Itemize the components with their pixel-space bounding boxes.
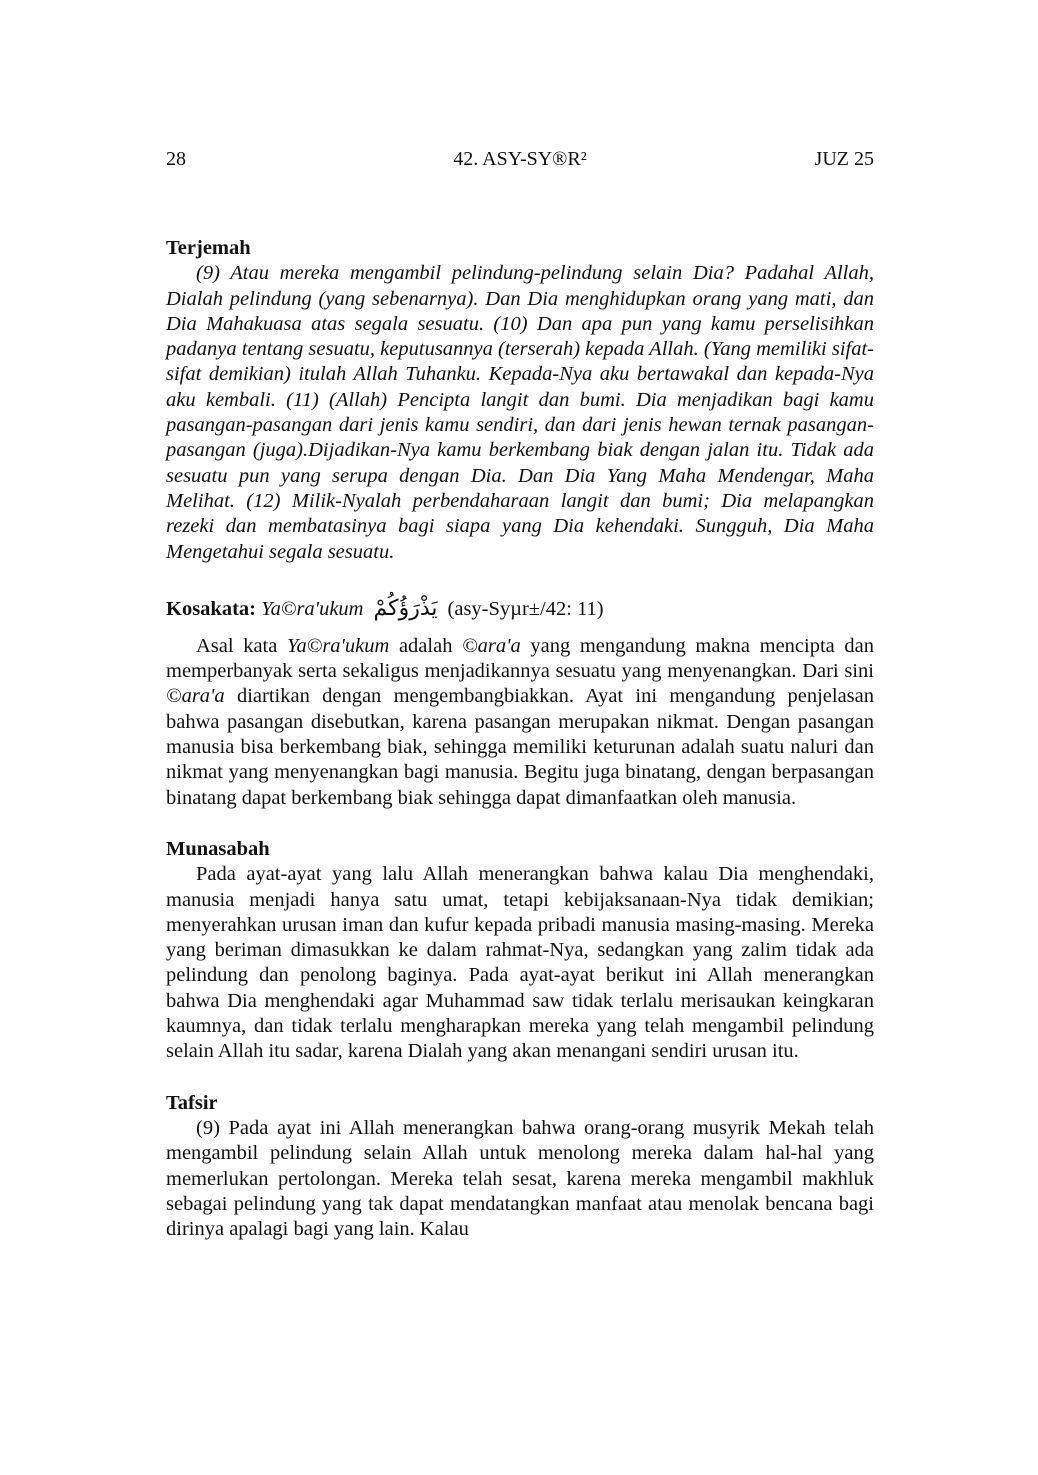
tafsir-section <box>166 1091 874 1243</box>
page-content <box>166 236 874 1242</box>
kosakata-text-part: adalah <box>389 634 463 657</box>
terjemah-text: (9) Atau mereka mengambil pelindung-pelindung selain Dia? Padahal Allah, Dialah pelindung (yang sebenarnya). Dan Dia menghidupkan orang yang mati, dan Dia Mahakuasa atas segala sesuatu. (10) Dan apa pun yang kamu perselisihkan padanya tentang sesuatu, keputusannya (terserah) kepada Allah. (Yang memiliki sifat-sifat demikian) itulah Allah Tuhanku. Kepada-Nya aku bertawakal dan kepada-Nya aku kembali. (11) (Allah) Pencipta langit dan bumi. Dia menjadikan bagi kamu pasangan-pasangan dari jenis kamu sendiri, dan dari jenis hewan ternak pasangan-pasangan (juga).Dijadikan-Nya kamu berkembang biak dengan jalan itu. Tidak ada sesuatu pun yang serupa dengan Dia. Dan Dia Yang Maha Mendengar, Maha Melihat. (12) Milik-Nyalah perbendaharaan langit dan bumi; Dia melapangkan rezeki dan membatasinya bagi siapa yang Dia kehendaki. Sungguh, Dia Maha Mengetahui segala sesuatu. <box>166 262 874 563</box>
terjemah-heading: Terjemah <box>166 237 251 259</box>
munasabah-heading: Munasabah <box>166 837 270 860</box>
kosakata-text-part: Asal kata <box>196 634 287 657</box>
chapter-title: 42. ASY-SY®R² <box>453 148 587 170</box>
kosakata-reference: (asy-Syµr±/42: 11) <box>447 597 604 620</box>
kosakata-term: Ya©ra'ukum <box>261 597 364 620</box>
kosakata-text-part: diartikan dengan mengembangbiakkan. Ayat ini mengandung penjelasan bahwa pasangan disebutkan, karena pasangan merupakan nikmat. Dengan pasangan manusia bisa berkembang biak, sehingga memiliki keturunan adalah suatu naluri dan nikmat yang menyenangkan bagi manusia. Begitu juga binatang, dengan berpasangan binatang dapat berkembang biak sehingga dapat dimanfaatkan oleh manusia. <box>166 685 874 809</box>
kosakata-arabic-word: يَذْرَؤُكُمْ <box>373 595 438 621</box>
kosakata-heading: Kosakata: <box>166 597 256 620</box>
juz-label: JUZ 25 <box>814 148 874 170</box>
kosakata-text <box>166 634 874 811</box>
kosakata-term-inline: Ya©ra'ukum <box>286 634 390 657</box>
terjemah-section <box>166 236 874 565</box>
page-number: 28 <box>166 148 186 170</box>
page-header <box>166 146 874 172</box>
kosakata-line <box>166 592 874 626</box>
munasabah-text: Pada ayat-ayat yang lalu Allah menerangkan bahwa kalau Dia menghendaki, manusia menjadi hanya satu umat, tetapi kebijaksanaan-Nya tidak demikian; menyerahkan urusan iman dan kufur kepada pribadi manusia masing-masing. Mereka yang beriman dimasukkan ke dalam rahmat-Nya, sedangkan yang zalim tidak ada pelindung dan penolong baginya. Pada ayat-ayat berikut ini Allah menerangkan bahwa Dia menghendaki agar Muhammad saw tidak terlalu merisaukan keingkaran kaumnya, dan tidak terlalu mengharapkan mereka yang telah mengambil pelindung selain Allah itu sadar, karena Dialah yang akan menangani sendiri urusan itu. <box>166 863 874 1063</box>
tafsir-text: (9) Pada ayat ini Allah menerangkan bahwa orang-orang musyrik Mekah telah mengambil pelindung selain Allah untuk menolong mereka dalam hal-hal yang memerlukan pertolongan. Mereka telah sesat, karena mereka mengambil makhluk sebagai pelindung yang tak dapat mendatangkan manfaat atau menolak bencana bagi dirinya apalagi bagi yang lain. Kalau <box>166 1116 874 1241</box>
munasabah-section <box>166 837 874 1065</box>
kosakata-term-inline: ©ara'a <box>462 634 521 657</box>
tafsir-heading: Tafsir <box>166 1091 218 1114</box>
kosakata-text-part: yang mengandung makna mencipta dan memperbanyak serta sekaligus menjadikannya sesuatu yang menyenangkan. Dari sini <box>166 634 874 683</box>
kosakata-term-inline: ©ara'a <box>166 685 225 708</box>
kosakata-section <box>166 592 874 811</box>
